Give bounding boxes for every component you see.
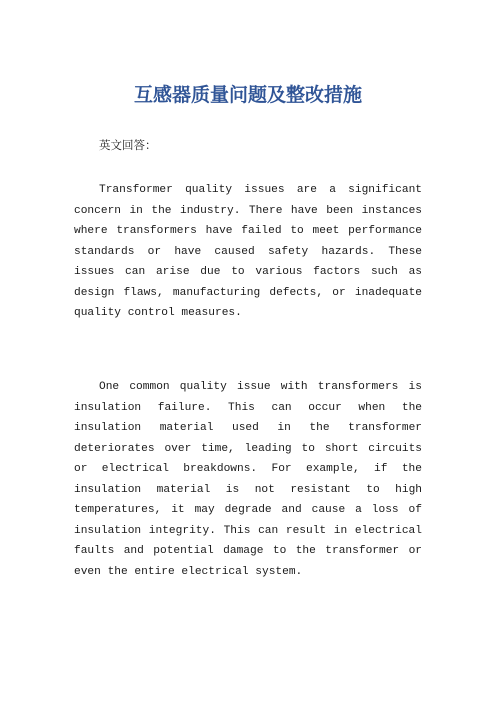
- body-paragraph-2: One common quality issue with transformers is insulation failure. This can occur when the insulation material used in the transformer deteriorates over time, leading to short circuits or electrical breakdowns. For example, if the insulation material is not resistant to high temperatures, it may degrade and cause a loss of insulation integrity. This can result in electrical faults and potential damage to the transformer or even the entire electrical system.: [74, 381, 422, 578]
- section-label: 英文回答：: [99, 138, 157, 152]
- document-title: 互感器质量问题及整改措施: [133, 84, 362, 106]
- body-paragraph-1: Transformer quality issues are a significant concern in the industry. There have been instances where transformers have failed to meet performance standards or have caused safety hazards. These issues can arise due to various factors such as design flaws, manufacturing defects, or inadequate quality control measures.: [74, 184, 422, 319]
